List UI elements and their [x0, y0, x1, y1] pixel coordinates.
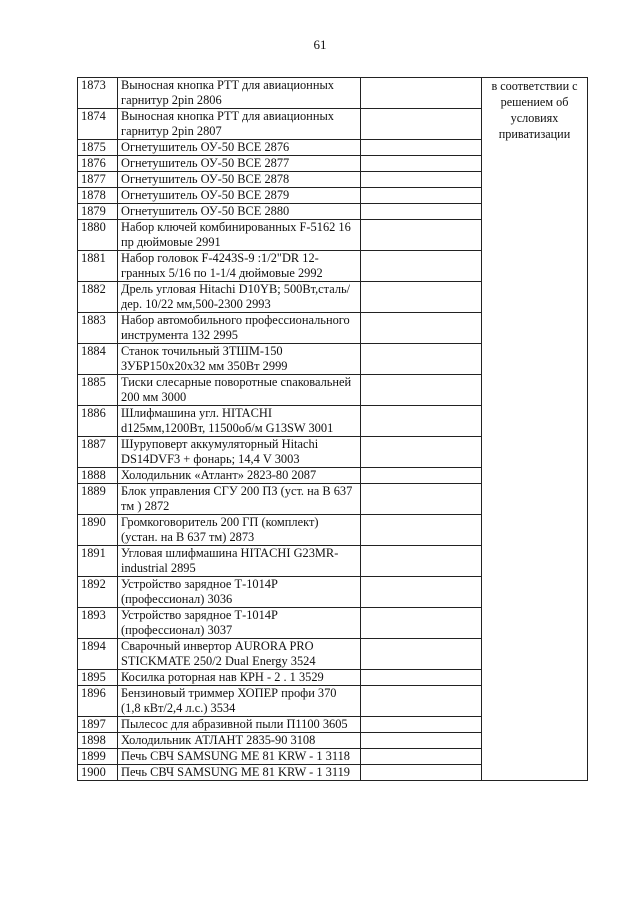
- property-table: [77, 77, 588, 781]
- row-number: 1880: [78, 220, 118, 251]
- row-number: 1894: [78, 639, 118, 670]
- empty-cell: [361, 375, 482, 406]
- item-name: Устройство зарядное Т-1014Р (профессионал) 3037: [118, 608, 361, 639]
- row-number: 1886: [78, 406, 118, 437]
- item-name: Печь СВЧ SAMSUNG ME 81 KRW - 1 3118: [118, 749, 361, 765]
- item-name: Станок точильный ЗТШМ-150 ЗУБР150х20х32 мм 350Вт 2999: [118, 344, 361, 375]
- empty-cell: [361, 437, 482, 468]
- row-number: 1899: [78, 749, 118, 765]
- row-number: 1873: [78, 78, 118, 109]
- item-name: Выносная кнопка PTT для авиационных гарнитур 2pin 2807: [118, 109, 361, 140]
- row-number: 1874: [78, 109, 118, 140]
- empty-cell: [361, 639, 482, 670]
- item-name: Громкоговоритель 200 ГП (комплект) (устан. на В 637 тм) 2873: [118, 515, 361, 546]
- item-name: Набор головок F-4243S-9 :1/2"DR 12-гранных 5/16 по 1-1/4 дюймовые 2992: [118, 251, 361, 282]
- row-number: 1877: [78, 172, 118, 188]
- item-name: Огнетушитель ОУ-50 ВСЕ 2876: [118, 140, 361, 156]
- empty-cell: [361, 468, 482, 484]
- item-name: Набор автомобильного профессионального инструмента 132 2995: [118, 313, 361, 344]
- row-number: 1878: [78, 188, 118, 204]
- empty-cell: [361, 686, 482, 717]
- row-number: 1890: [78, 515, 118, 546]
- item-name: Сварочный инвертор AURORA PRO STICKMATE 250/2 Dual Energy 3524: [118, 639, 361, 670]
- item-name: Угловая шлифмашина HITACHI G23MR-industrial 2895: [118, 546, 361, 577]
- empty-cell: [361, 78, 482, 109]
- item-name: Печь СВЧ SAMSUNG ME 81 KRW - 1 3119: [118, 765, 361, 781]
- empty-cell: [361, 140, 482, 156]
- item-name: Косилка роторная нав КРН - 2 . 1 3529: [118, 670, 361, 686]
- empty-cell: [361, 765, 482, 781]
- row-number: 1887: [78, 437, 118, 468]
- item-name: Огнетушитель ОУ-50 ВСЕ 2879: [118, 188, 361, 204]
- item-name: Блок управления СГУ 200 ПЗ (уст. на В 637 тм ) 2872: [118, 484, 361, 515]
- empty-cell: [361, 156, 482, 172]
- empty-cell: [361, 670, 482, 686]
- empty-cell: [361, 733, 482, 749]
- empty-cell: [361, 608, 482, 639]
- row-number: 1889: [78, 484, 118, 515]
- empty-cell: [361, 515, 482, 546]
- item-name: Холодильник АТЛАНТ 2835-90 3108: [118, 733, 361, 749]
- row-number: 1879: [78, 204, 118, 220]
- item-name: Огнетушитель ОУ-50 ВСЕ 2878: [118, 172, 361, 188]
- item-name: Тиски слесарные поворотные сnаковальней 200 мм 3000: [118, 375, 361, 406]
- row-number: 1888: [78, 468, 118, 484]
- empty-cell: [361, 251, 482, 282]
- row-number: 1893: [78, 608, 118, 639]
- empty-cell: [361, 717, 482, 733]
- empty-cell: [361, 546, 482, 577]
- row-number: 1883: [78, 313, 118, 344]
- empty-cell: [361, 749, 482, 765]
- empty-cell: [361, 204, 482, 220]
- item-name: Пылесос для абразивной пыли П1100 3605: [118, 717, 361, 733]
- row-number: 1896: [78, 686, 118, 717]
- item-name: Выносная кнопка PTT для авиационных гарнитур 2pin 2806: [118, 78, 361, 109]
- row-number: 1891: [78, 546, 118, 577]
- row-number: 1900: [78, 765, 118, 781]
- row-number: 1876: [78, 156, 118, 172]
- row-number: 1897: [78, 717, 118, 733]
- empty-cell: [361, 344, 482, 375]
- empty-cell: [361, 484, 482, 515]
- item-name: Устройство зарядное Т-1014Р (профессионал) 3036: [118, 577, 361, 608]
- empty-cell: [361, 172, 482, 188]
- table-row: [78, 78, 588, 109]
- item-name: Шлифмашина угл. HITACHI d125мм,1200Вт, 11500об/м G13SW 3001: [118, 406, 361, 437]
- row-number: 1875: [78, 140, 118, 156]
- empty-cell: [361, 109, 482, 140]
- item-name: Дрель угловая Hitachi D10YB; 500Вт,сталь/дер. 10/22 мм,500-2300 2993: [118, 282, 361, 313]
- item-name: Шуруповерт аккумуляторный Hitachi DS14DVF3 + фонарь; 14,4 V 3003: [118, 437, 361, 468]
- empty-cell: [361, 406, 482, 437]
- empty-cell: [361, 220, 482, 251]
- item-name: Огнетушитель ОУ-50 ВСЕ 2880: [118, 204, 361, 220]
- empty-cell: [361, 188, 482, 204]
- row-number: 1892: [78, 577, 118, 608]
- page-number: 61: [313, 37, 327, 52]
- row-number: 1881: [78, 251, 118, 282]
- item-name: Холодильник «Атлант» 2823-80 2087: [118, 468, 361, 484]
- row-number: 1898: [78, 733, 118, 749]
- empty-cell: [361, 313, 482, 344]
- property-table-body: [78, 78, 588, 781]
- row-number: 1895: [78, 670, 118, 686]
- item-name: Набор ключей комбинированных F-5162 16 пр дюймовые 2991: [118, 220, 361, 251]
- row-number: 1884: [78, 344, 118, 375]
- item-name: Огнетушитель ОУ-50 ВСЕ 2877: [118, 156, 361, 172]
- item-name: Бензиновый триммер ХОПЕР профи 370 (1,8 кВт/2,4 л.с.) 3534: [118, 686, 361, 717]
- empty-cell: [361, 282, 482, 313]
- row-number: 1882: [78, 282, 118, 313]
- row-number: 1885: [78, 375, 118, 406]
- empty-cell: [361, 577, 482, 608]
- privatization-condition: в соответствии с решением об условиях приватизации: [482, 78, 588, 781]
